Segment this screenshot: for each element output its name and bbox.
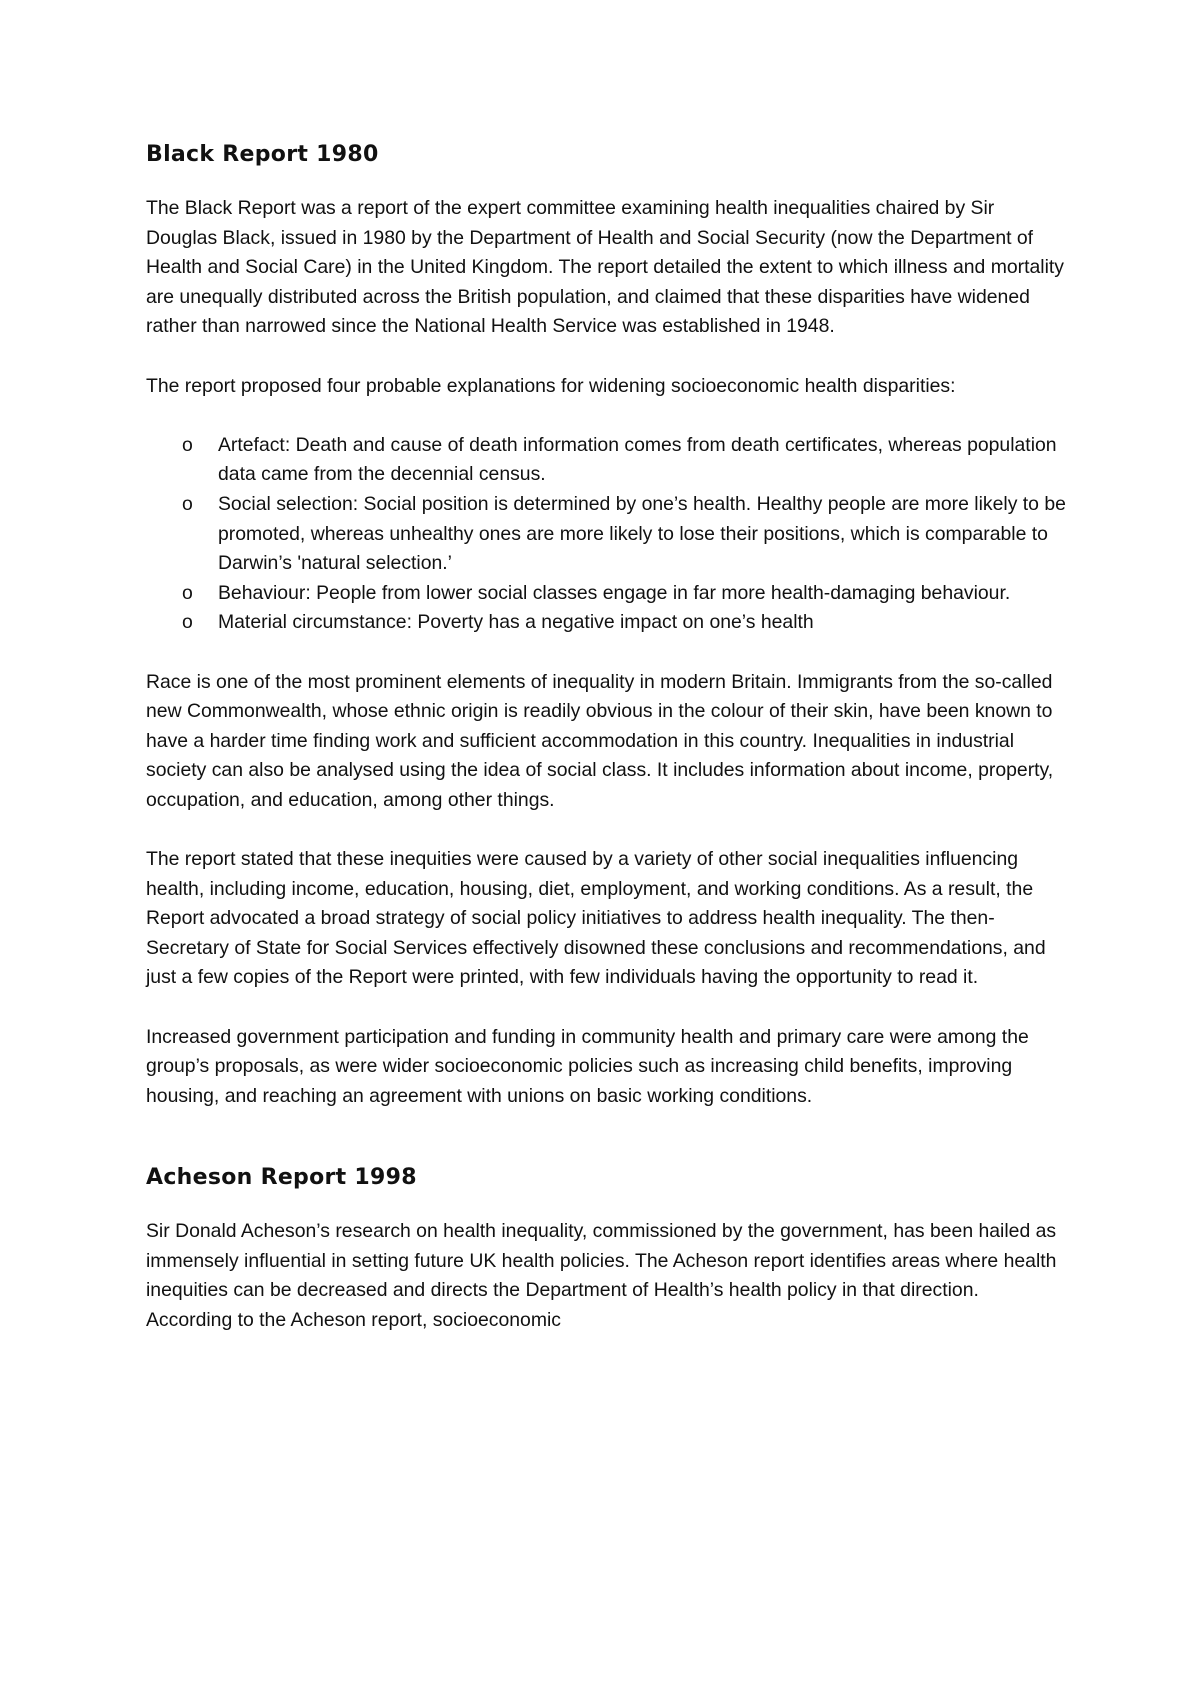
bullet-marker: o <box>182 433 193 456</box>
list-item <box>146 490 1066 579</box>
paragraph-proposals: Increased government participation and funding in community health and primary care were among the group’s proposals, as were wider socioeconomic policies such as increasing child benefits, improving housing, and reaching an agreement with unions on basic working conditions. <box>146 1025 1029 1107</box>
bullet-marker: o <box>182 581 193 604</box>
section-divider-space <box>146 1141 1066 1163</box>
list-item <box>146 579 1066 609</box>
list-item-text: Material circumstance: Poverty has a negative impact on one’s health <box>218 611 814 634</box>
section-heading-acheson-report: Acheson Report 1998 <box>146 1165 417 1190</box>
paragraph-acheson-intro: Sir Donald Acheson’s research on health inequality, commissioned by the government, has been hailed as immensely influential in setting future UK health policies. The Acheson report identifies areas where health inequities can be decreased and directs the Department of Health’s health policy in that direction. According to the Acheson report, socioeconomic <box>146 1220 1057 1331</box>
document-page <box>146 140 1066 1365</box>
paragraph-black-lead-in: The report proposed four probable explanations for widening socioeconomic health disparities: <box>146 374 956 397</box>
section-heading-black-report: Black Report 1980 <box>146 142 379 167</box>
bullet-marker: o <box>182 611 193 634</box>
paragraph-report-findings: The report stated that these inequities were caused by a variety of other social inequalities influencing health, including income, education, housing, diet, employment, and working conditions. As a result, the Report advocated a broad strategy of social policy initiatives to address health inequality. The then-Secretary of State for Social Services effectively disowned these conclusions and recommendations, and just a few copies of the Report were printed, with few individuals having the opportunity to read it. <box>146 848 1046 989</box>
paragraph-black-intro: The Black Report was a report of the expert committee examining health inequalities chaired by Sir Douglas Black, issued in 1980 by the Department of Health and Social Security (now the Department of Health and Social Care) in the United Kingdom. The report detailed the extent to which illness and mortality are unequally distributed across the British population, and claimed that these disparities have widened rather than narrowed since the National Health Service was established in 1948. <box>146 197 1064 338</box>
list-item <box>146 608 1066 638</box>
paragraph-race-inequality: Race is one of the most prominent elements of inequality in modern Britain. Immigrants from the so-called new Commonwealth, whose ethnic origin is readily obvious in the colour of their skin, have been known to have a harder time finding work and sufficient accommodation in this country. Inequalities in industrial society can also be analysed using the idea of social class. It includes information about income, property, occupation, and education, among other things. <box>146 670 1054 811</box>
explanations-list <box>146 431 1066 638</box>
list-item-text: Behaviour: People from lower social classes engage in far more health-damaging behaviour. <box>218 581 1011 604</box>
list-item-text: Artefact: Death and cause of death information comes from death certificates, whereas population data came from the decennial census. <box>218 433 1057 486</box>
list-item <box>146 431 1066 490</box>
list-item-text: Social selection: Social position is determined by one’s health. Healthy people are more likely to be promoted, whereas unhealthy ones are more likely to lose their positions, which is comparable to Darwin’s 'natural selection.’ <box>218 492 1066 575</box>
bullet-marker: o <box>182 492 193 515</box>
